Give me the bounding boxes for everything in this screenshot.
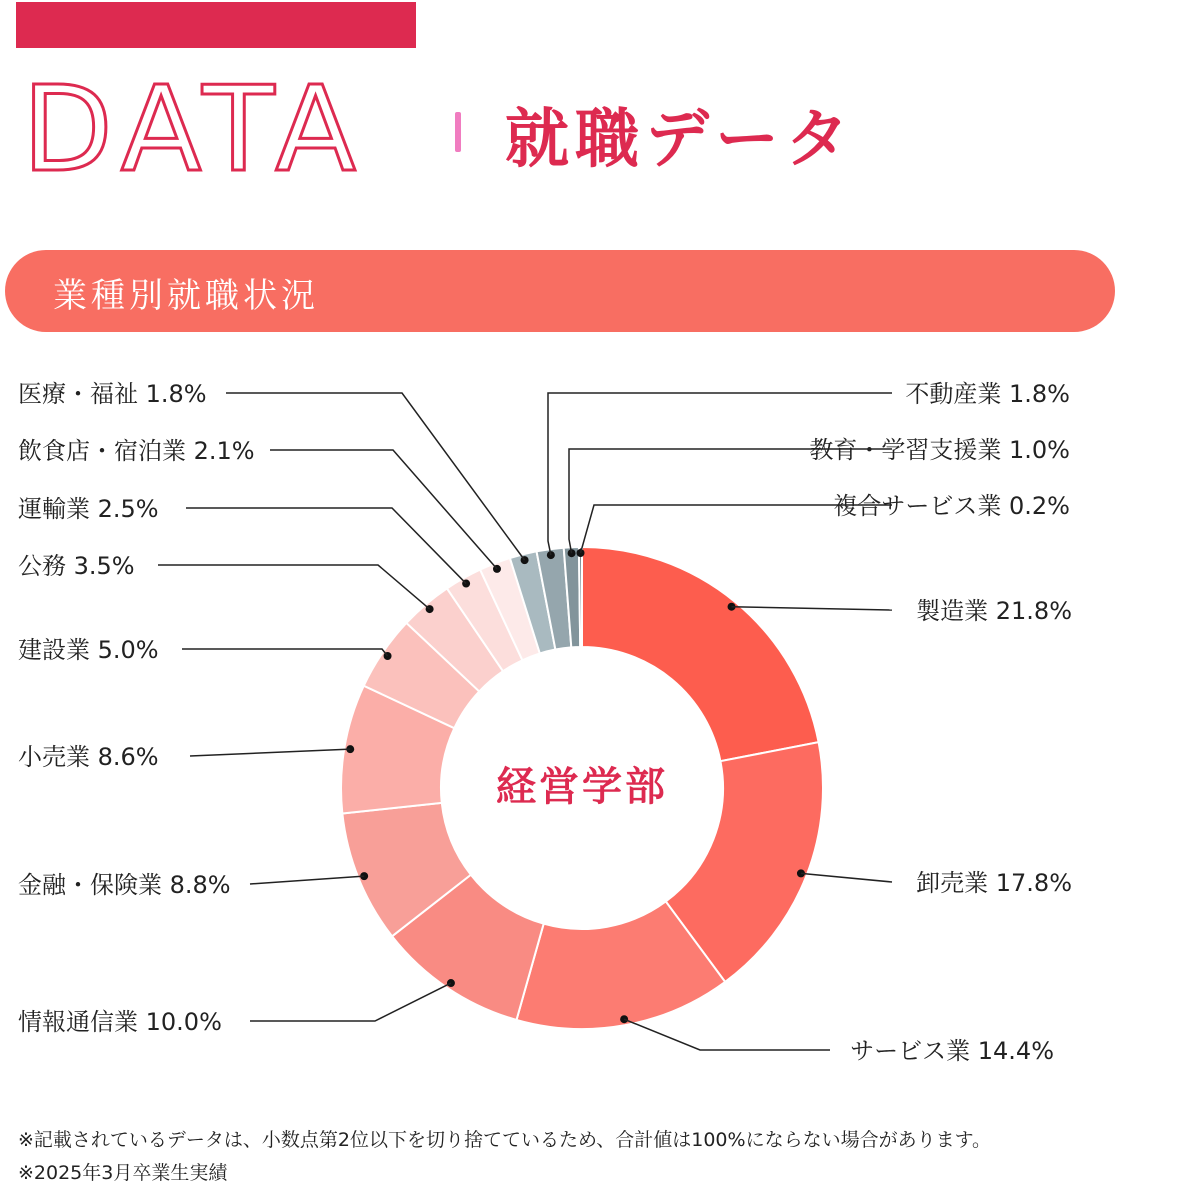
footnote-2: ※2025年3月卒業生実績: [18, 1162, 228, 1184]
slice-11-leader: [548, 393, 892, 555]
slice-2-label: サービス業 14.4%: [850, 1037, 1054, 1065]
slice-9-leader: [270, 450, 497, 569]
slice-10-leader: [226, 393, 525, 560]
data-word-text: DATA: [22, 70, 366, 180]
page-title: 就職データ: [505, 103, 855, 177]
slice-1-leader: [801, 873, 892, 882]
slice-2-leader: [624, 1019, 830, 1050]
slice-4-leader: [250, 876, 364, 884]
slice-7-label: 公務 3.5%: [18, 552, 135, 580]
slice-6-label: 建設業 5.0%: [18, 636, 159, 664]
slice-10-label: 医療・福祉 1.8%: [18, 380, 207, 408]
slice-0-arc: [582, 547, 819, 761]
slice-3-label: 情報通信業 10.0%: [18, 1008, 222, 1036]
slice-1-label: 卸売業 17.8%: [916, 869, 1072, 897]
slice-9-label: 飲食店・宿泊業 2.1%: [18, 437, 255, 465]
slice-5-label: 小売業 8.6%: [18, 743, 159, 771]
slice-7-leader: [158, 565, 430, 609]
slice-4-label: 金融・保険業 8.8%: [18, 871, 231, 899]
slice-6-leader: [182, 649, 388, 656]
slice-13-arc: [579, 547, 582, 647]
slice-5-leader: [190, 749, 350, 756]
slice-0-leader: [732, 607, 892, 610]
footnote-1: ※記載されているデータは、小数点第2位以下を切り捨てているため、合計値は100%にならない場合があります。: [18, 1129, 992, 1151]
slice-13-label: 複合サービス業 0.2%: [833, 492, 1070, 520]
footnotes: [18, 1124, 991, 1190]
slice-8-label: 運輸業 2.5%: [18, 495, 159, 523]
slice-12-label: 教育・学習支援業 1.0%: [809, 436, 1070, 464]
slice-11-label: 不動産業 1.8%: [905, 380, 1070, 408]
slice-0-label: 製造業 21.8%: [916, 597, 1072, 625]
slice-3-leader: [250, 983, 451, 1021]
center-label: 経営学部: [496, 764, 668, 810]
section-title: 業種別就職状況: [53, 276, 319, 316]
slice-8-leader: [186, 508, 466, 584]
